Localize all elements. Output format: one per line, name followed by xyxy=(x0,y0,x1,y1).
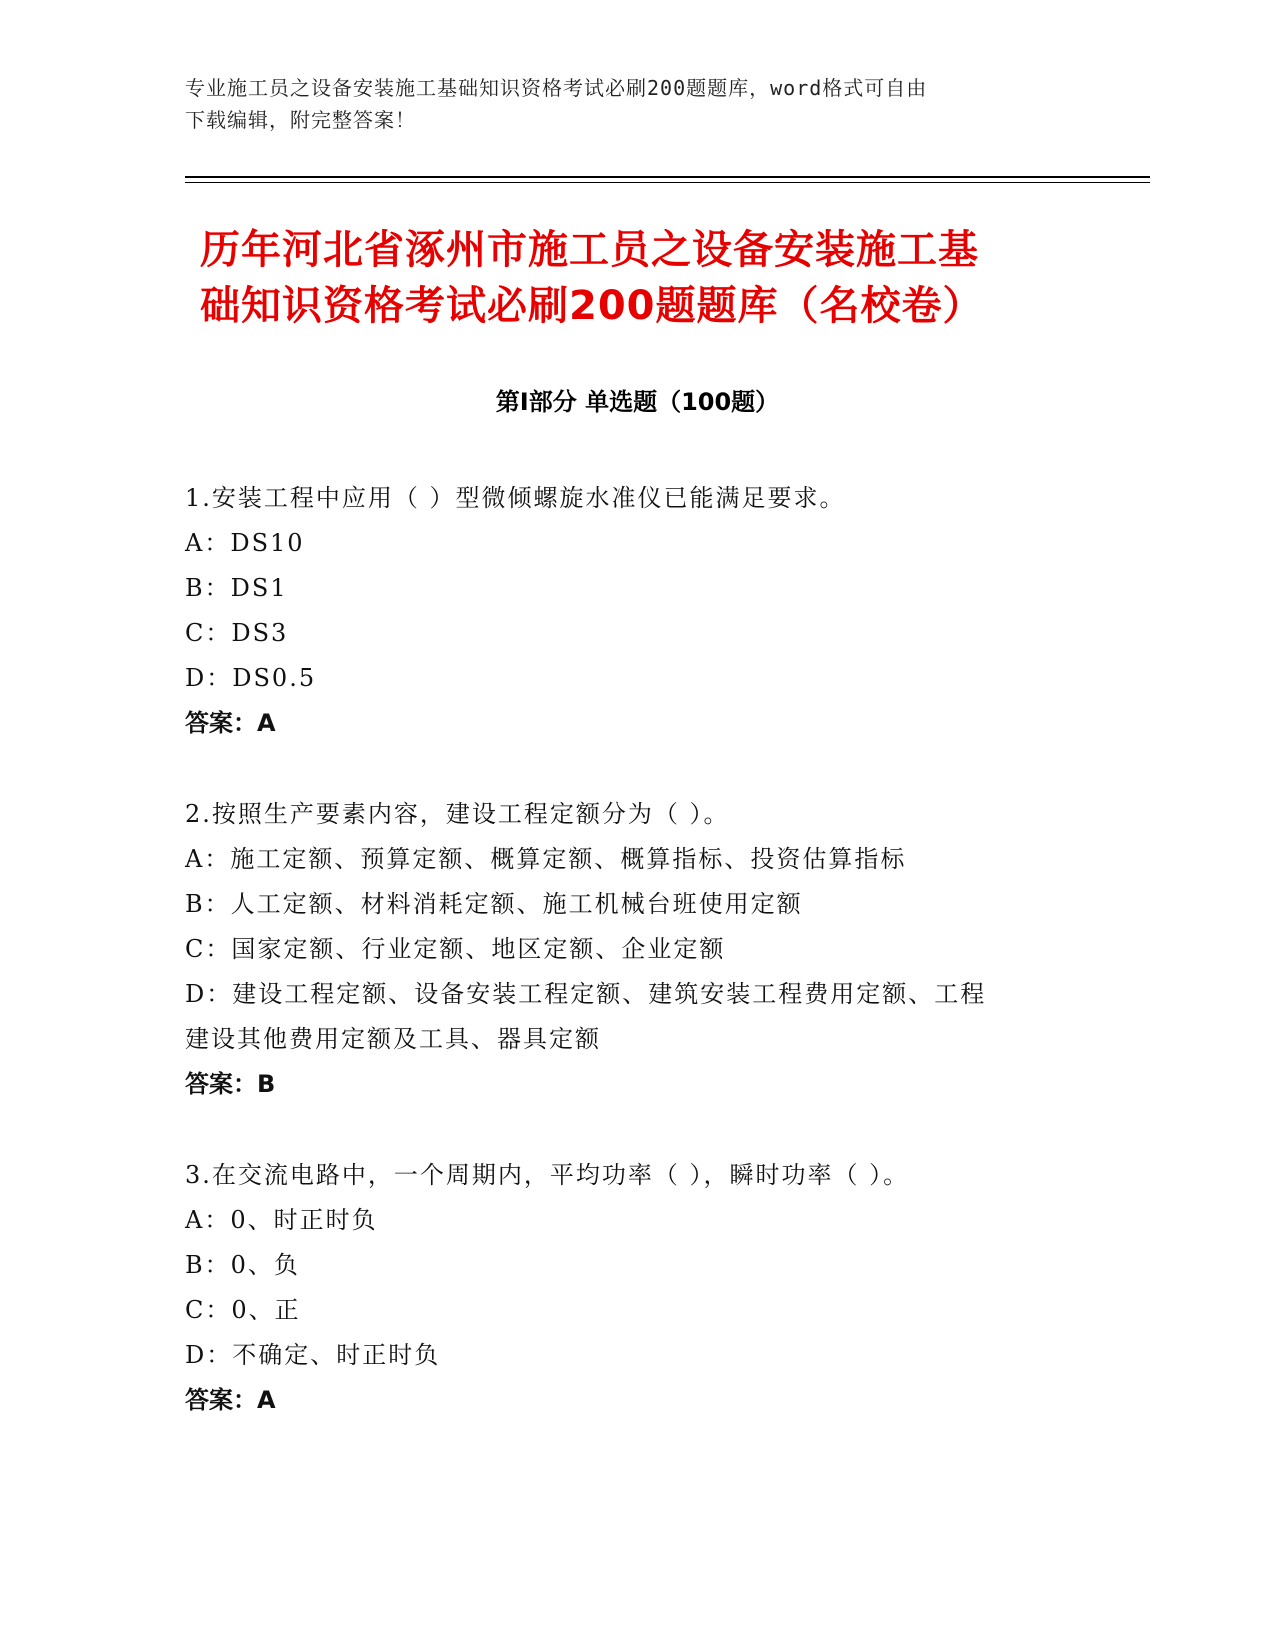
option-b: B：人工定额、材料消耗定额、施工机械台班使用定额 xyxy=(185,890,803,918)
header-note-line-1: 专业施工员之设备安装施工基础知识资格考试必刷200题题库，word格式可自由 xyxy=(185,76,928,100)
option-d-continuation: 建设其他费用定额及工具、器具定额 xyxy=(185,1025,601,1053)
option-a: A：DS10 xyxy=(185,529,305,557)
answer-line: 答案：B xyxy=(185,1070,276,1098)
question-stem: 3.在交流电路中，一个周期内，平均功率（ ），瞬时功率（ ）。 xyxy=(185,1161,910,1189)
question-3 xyxy=(185,1153,1085,1423)
section-heading: 第Ⅰ部分 单选题（100题） xyxy=(495,388,780,416)
option-c: C：国家定额、行业定额、地区定额、企业定额 xyxy=(185,935,726,963)
option-d: D：建设工程定额、设备安装工程定额、建筑安装工程费用定额、工程 xyxy=(185,980,987,1008)
option-a: A：施工定额、预算定额、概算定额、概算指标、投资估算指标 xyxy=(185,845,907,873)
option-d: D：DS0.5 xyxy=(185,664,317,692)
option-d: D：不确定、时正时负 xyxy=(185,1341,441,1369)
question-stem: 1.安装工程中应用（ ）型微倾螺旋水准仪已能满足要求。 xyxy=(185,484,846,512)
answer-line: 答案：A xyxy=(185,709,276,737)
document-title-line-2: 础知识资格考试必刷200题题库（名校卷） xyxy=(200,283,984,329)
document-title-line-1: 历年河北省涿州市施工员之设备安装施工基 xyxy=(200,227,979,273)
header-rule-thin xyxy=(185,182,1150,183)
option-c: C：0、正 xyxy=(185,1296,301,1324)
question-stem: 2.按照生产要素内容，建设工程定额分为（ ）。 xyxy=(185,800,730,828)
header-rule-thick xyxy=(185,176,1150,178)
question-1 xyxy=(185,476,1085,746)
option-b: B：DS1 xyxy=(185,574,288,602)
question-2 xyxy=(185,792,1085,1107)
option-a: A：0、时正时负 xyxy=(185,1206,378,1234)
option-b: B：0、负 xyxy=(185,1251,300,1279)
document-title xyxy=(200,222,1080,334)
header-note-line-2: 下载编辑，附完整答案！ xyxy=(185,108,416,132)
header-note xyxy=(185,72,1065,136)
question-list xyxy=(185,476,1085,1469)
answer-line: 答案：A xyxy=(185,1386,276,1414)
option-c: C：DS3 xyxy=(185,619,289,647)
